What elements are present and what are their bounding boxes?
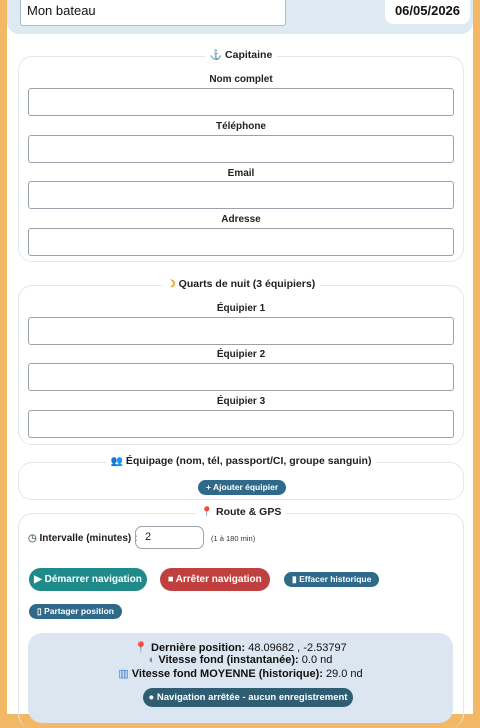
start-navigation-button[interactable]: ▶ Démarrer navigation	[29, 568, 147, 591]
pin-icon: 📍	[134, 642, 148, 654]
speed-instant-line: ◐ Vitesse fond (instantanée): 0.0 nd	[148, 654, 333, 666]
captain-email-input[interactable]	[28, 181, 454, 209]
last-position-line: 📍 Dernière position: 48.09682 , -2.53797	[134, 642, 347, 654]
play-icon: ▶	[34, 574, 42, 585]
crew-member-2-input[interactable]	[28, 363, 454, 391]
captain-address-input[interactable]	[28, 228, 454, 256]
crew-legend: 👥 Équipage (nom, tél, passport/CI, groupe sanguin)	[19, 455, 463, 467]
pin-icon: 📍	[200, 507, 214, 518]
night-watch-section	[18, 278, 464, 445]
interval-label: ◷ Intervalle (minutes) :	[28, 533, 138, 544]
bar-chart-icon: ▥	[118, 668, 129, 680]
date-display: 06/05/2026	[385, 0, 470, 24]
night-watch-legend: ☽ Quarts de nuit (3 équipiers)	[19, 278, 463, 290]
share-position-button[interactable]: ▯ Partager position	[29, 604, 122, 619]
gps-status-box	[28, 633, 453, 723]
top-bar	[7, 0, 473, 34]
phone-icon: ▯	[37, 606, 42, 616]
crew-member-1-input[interactable]	[28, 317, 454, 345]
interval-hint: (1 à 180 min)	[211, 534, 256, 543]
crew-section	[18, 455, 464, 500]
captain-section	[18, 49, 464, 262]
boat-name-input[interactable]: Mon bateau	[20, 0, 286, 26]
clock-icon: ◷	[28, 533, 37, 544]
stopped-icon: ●	[148, 692, 155, 703]
gauge-icon: ◐	[148, 654, 156, 666]
clear-history-button[interactable]: ▮ Effacer historique	[284, 572, 379, 587]
add-crew-member-button[interactable]: + Ajouter équipier	[198, 480, 286, 495]
stop-icon: ⏹	[168, 574, 174, 585]
route-gps-legend: 📍 Route & GPS	[19, 506, 463, 518]
interval-input[interactable]: 2	[135, 526, 204, 549]
crew-member-1-label: Équipier 1	[216, 303, 266, 314]
navigation-status-badge: ● Navigation arrêtée - aucun enregistrement	[143, 688, 353, 707]
captain-address-label: Adresse	[221, 214, 261, 225]
captain-phone-label: Téléphone	[215, 121, 266, 132]
captain-legend: ⚓ Capitaine	[19, 49, 463, 61]
captain-phone-input[interactable]	[28, 135, 454, 163]
trash-icon: ▮	[292, 574, 297, 584]
anchor-icon: ⚓	[209, 50, 223, 61]
captain-name-label: Nom complet	[209, 74, 273, 85]
crew-member-3-label: Équipier 3	[216, 396, 266, 407]
stop-navigation-button[interactable]: ⏹ Arrêter navigation	[160, 568, 270, 591]
captain-name-input[interactable]	[28, 88, 454, 116]
people-icon: 👥	[110, 456, 123, 467]
speed-instant-value: 0.0 nd	[301, 654, 333, 666]
last-position-value: 48.09682 , -2.53797	[248, 642, 347, 654]
moon-icon: ☽	[166, 279, 176, 290]
page	[7, 0, 473, 714]
captain-email-label: Email	[227, 168, 255, 179]
speed-avg-line: ▥ Vitesse fond MOYENNE (historique): 29.0 nd	[118, 668, 363, 680]
speed-avg-value: 29.0 nd	[325, 668, 363, 680]
crew-member-2-label: Équipier 2	[216, 349, 266, 360]
crew-member-3-input[interactable]	[28, 410, 454, 438]
